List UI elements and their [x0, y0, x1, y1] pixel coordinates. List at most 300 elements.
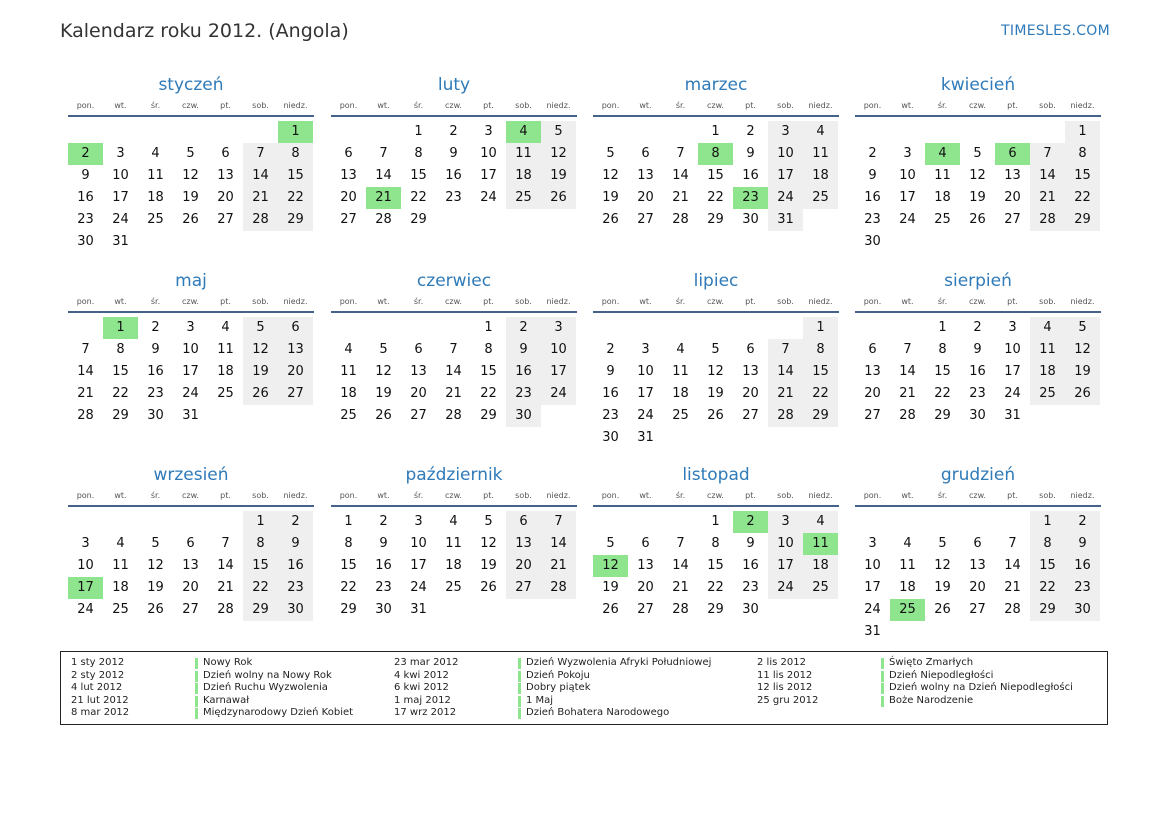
days-grid	[593, 121, 839, 231]
weekday-label: sob.	[252, 101, 269, 110]
day-cell: 10	[480, 146, 497, 161]
day-cell: 2	[746, 124, 755, 139]
day-cell: 13	[637, 558, 654, 573]
weekday-header	[593, 293, 839, 313]
month-luty	[331, 73, 577, 231]
day-cell: 3	[186, 320, 195, 335]
day-cell: 1	[484, 320, 493, 335]
weekday-label: śr.	[675, 101, 686, 110]
day-cell: 15	[112, 364, 129, 379]
day-cell: 17	[182, 364, 199, 379]
day-cell: 9	[81, 168, 90, 183]
day-cell: 15	[340, 558, 357, 573]
day-cell: 4	[803, 121, 838, 143]
day-cell: 8	[803, 339, 838, 361]
weekday-label: niedz.	[1070, 297, 1095, 306]
weekday-label: pon.	[863, 101, 882, 110]
day-cell: 24	[541, 383, 576, 405]
day-cell: 24	[768, 187, 803, 209]
day-cell: 28	[899, 408, 916, 423]
day-cell: 23	[602, 408, 619, 423]
day-cell: 4	[1030, 317, 1065, 339]
day-cell: 28	[445, 408, 462, 423]
day-cell: 22	[112, 386, 129, 401]
days-grid	[331, 511, 577, 621]
day-cell: 18	[217, 364, 234, 379]
day-cell: 29	[1030, 599, 1065, 621]
empty-cell	[925, 511, 960, 533]
day-cell: 20	[742, 386, 759, 401]
weekday-label: sob.	[1039, 297, 1056, 306]
day-cell: 29	[707, 602, 724, 617]
month-name: maj	[175, 271, 207, 291]
holiday-day-cell: 4	[506, 121, 541, 143]
day-cell: 27	[1004, 212, 1021, 227]
day-cell: 26	[602, 602, 619, 617]
day-cell: 28	[243, 209, 278, 231]
day-cell: 30	[969, 408, 986, 423]
day-cell: 9	[278, 533, 313, 555]
weekday-label: wt.	[114, 101, 127, 110]
day-cell: 23	[278, 577, 313, 599]
weekday-label: śr.	[150, 491, 161, 500]
empty-cell	[103, 121, 138, 143]
day-cell: 30	[742, 212, 759, 227]
day-cell: 15	[934, 364, 951, 379]
day-cell: 12	[934, 558, 951, 573]
day-cell: 3	[768, 121, 803, 143]
day-cell: 18	[112, 580, 129, 595]
day-cell: 28	[217, 602, 234, 617]
empty-cell	[855, 511, 890, 533]
weekday-label: niedz.	[1070, 101, 1095, 110]
weekday-header	[68, 97, 314, 117]
weekday-label: śr.	[675, 491, 686, 500]
holiday-name: Dobry piątek	[526, 682, 591, 693]
weekday-label: wt.	[901, 297, 914, 306]
day-cell: 23	[742, 580, 759, 595]
weekday-label: pon.	[601, 101, 620, 110]
day-cell: 26	[541, 187, 576, 209]
day-cell: 20	[506, 555, 541, 577]
holiday-date: 1 maj 2012	[394, 694, 451, 706]
empty-cell	[208, 511, 243, 533]
day-cell: 25	[445, 580, 462, 595]
day-cell: 23	[506, 383, 541, 405]
empty-cell	[960, 511, 995, 533]
day-cell: 7	[449, 342, 458, 357]
holiday-marker	[518, 708, 521, 719]
day-cell: 3	[903, 146, 912, 161]
holiday-marker	[195, 696, 198, 707]
day-cell: 2	[973, 320, 982, 335]
day-cell: 5	[711, 342, 720, 357]
day-cell: 6	[868, 342, 877, 357]
day-cell: 2	[868, 146, 877, 161]
day-cell: 7	[243, 143, 278, 165]
day-cell: 16	[147, 364, 164, 379]
empty-cell	[663, 121, 698, 143]
empty-cell	[768, 317, 803, 339]
day-cell: 28	[768, 405, 803, 427]
day-cell: 20	[637, 190, 654, 205]
day-cell: 9	[449, 146, 458, 161]
day-cell: 25	[1030, 383, 1065, 405]
weekday-label: czw.	[182, 491, 199, 500]
weekday-label: niedz.	[808, 491, 833, 500]
weekday-label: sob.	[777, 101, 794, 110]
day-cell: 11	[803, 143, 838, 165]
day-cell: 23	[445, 190, 462, 205]
day-cell: 16	[77, 190, 94, 205]
empty-cell	[243, 121, 278, 143]
day-cell: 28	[1004, 602, 1021, 617]
day-cell: 24	[637, 408, 654, 423]
day-cell: 14	[375, 168, 392, 183]
day-cell: 7	[541, 511, 576, 533]
day-cell: 5	[1065, 317, 1100, 339]
day-cell: 21	[899, 386, 916, 401]
day-cell: 3	[1008, 320, 1017, 335]
weekday-label: niedz.	[808, 297, 833, 306]
day-cell: 21	[1004, 580, 1021, 595]
month-kwiecień	[855, 73, 1101, 253]
weekday-label: pt.	[1007, 491, 1018, 500]
day-cell: 9	[506, 339, 541, 361]
day-cell: 30	[278, 599, 313, 621]
day-cell: 27	[182, 602, 199, 617]
day-cell: 3	[541, 317, 576, 339]
day-cell: 12	[541, 143, 576, 165]
holiday-day-cell: 6	[995, 143, 1030, 165]
weekday-label: pt.	[483, 297, 494, 306]
empty-cell	[663, 317, 698, 339]
day-cell: 12	[1065, 339, 1100, 361]
day-cell: 25	[147, 212, 164, 227]
day-cell: 3	[414, 514, 423, 529]
empty-cell	[890, 511, 925, 533]
day-cell: 22	[1030, 577, 1065, 599]
empty-cell	[663, 511, 698, 533]
holiday-day-cell: 23	[733, 187, 768, 209]
weekday-label: sob.	[515, 491, 532, 500]
weekday-label: sob.	[777, 297, 794, 306]
holiday-marker	[881, 696, 884, 707]
month-październik	[331, 463, 577, 621]
empty-cell	[995, 511, 1030, 533]
day-cell: 18	[803, 165, 838, 187]
weekday-label: śr.	[413, 297, 424, 306]
day-cell: 11	[147, 168, 164, 183]
day-cell: 18	[803, 555, 838, 577]
day-cell: 8	[1065, 143, 1100, 165]
holiday-date: 17 wrz 2012	[394, 707, 457, 718]
day-cell: 14	[77, 364, 94, 379]
day-cell: 29	[112, 408, 129, 423]
day-cell: 11	[217, 342, 234, 357]
empty-cell	[593, 121, 628, 143]
month-marzec	[593, 73, 839, 231]
day-cell: 4	[151, 146, 160, 161]
weekday-header	[855, 293, 1101, 313]
day-cell: 27	[506, 577, 541, 599]
day-cell: 5	[151, 536, 160, 551]
day-cell: 4	[449, 514, 458, 529]
holiday-marker	[518, 658, 521, 669]
day-cell: 27	[217, 212, 234, 227]
holiday-date: 1 sty 2012	[71, 657, 125, 668]
day-cell: 29	[410, 212, 427, 227]
holiday-date: 6 kwi 2012	[394, 682, 449, 693]
weekday-label: pon.	[601, 491, 620, 500]
weekday-label: pon.	[76, 297, 95, 306]
day-cell: 9	[1065, 533, 1100, 555]
day-cell: 30	[77, 234, 94, 249]
day-cell: 16	[278, 555, 313, 577]
site-brand-link[interactable]: TIMESLES.COM	[1001, 23, 1110, 39]
day-cell: 3	[768, 511, 803, 533]
day-cell: 20	[410, 386, 427, 401]
day-cell: 29	[480, 408, 497, 423]
weekday-label: czw.	[182, 101, 199, 110]
day-cell: 8	[484, 342, 493, 357]
day-cell: 16	[375, 558, 392, 573]
day-cell: 2	[151, 320, 160, 335]
day-cell: 20	[278, 361, 313, 383]
day-cell: 26	[1065, 383, 1100, 405]
month-sierpień	[855, 269, 1101, 427]
day-cell: 26	[480, 580, 497, 595]
day-cell: 23	[147, 386, 164, 401]
day-cell: 6	[186, 536, 195, 551]
weekday-label: niedz.	[283, 101, 308, 110]
weekday-label: pt.	[483, 101, 494, 110]
weekday-label: wt.	[377, 101, 390, 110]
empty-cell	[68, 121, 103, 143]
month-name: listopad	[682, 465, 750, 485]
weekday-label: wt.	[901, 491, 914, 500]
weekday-header	[331, 293, 577, 313]
empty-cell	[698, 317, 733, 339]
day-cell: 24	[480, 190, 497, 205]
day-cell: 21	[541, 555, 576, 577]
day-cell: 18	[147, 190, 164, 205]
weekday-label: niedz.	[283, 491, 308, 500]
holiday-name: Dzień Niepodległości	[889, 669, 994, 681]
day-cell: 4	[903, 536, 912, 551]
holiday-name: Dzień wolny na Dzień Niepodległości	[889, 682, 1073, 693]
empty-cell	[628, 121, 663, 143]
day-cell: 27	[637, 602, 654, 617]
day-cell: 30	[602, 430, 619, 445]
days-grid	[855, 121, 1101, 253]
weekday-label: niedz.	[546, 101, 571, 110]
day-cell: 14	[217, 558, 234, 573]
month-name: styczeń	[158, 75, 224, 95]
day-cell: 7	[768, 339, 803, 361]
day-cell: 6	[221, 146, 230, 161]
month-name: grudzień	[940, 465, 1016, 485]
empty-cell	[173, 511, 208, 533]
day-cell: 11	[1030, 339, 1065, 361]
page-title: Kalendarz roku 2012. (Angola)	[60, 20, 349, 42]
month-name: lipiec	[693, 271, 739, 291]
holiday-day-cell: 12	[593, 555, 628, 577]
day-cell: 25	[112, 602, 129, 617]
holiday-date: 4 lut 2012	[71, 682, 123, 693]
day-cell: 5	[379, 342, 388, 357]
day-cell: 7	[903, 342, 912, 357]
day-cell: 26	[969, 212, 986, 227]
days-grid	[855, 511, 1101, 643]
holiday-date: 25 gru 2012	[757, 694, 819, 706]
day-cell: 16	[602, 386, 619, 401]
weekday-label: sob.	[515, 101, 532, 110]
day-cell: 19	[969, 190, 986, 205]
day-cell: 24	[864, 602, 881, 617]
day-cell: 20	[340, 190, 357, 205]
day-cell: 20	[1004, 190, 1021, 205]
holiday-day-cell: 1	[278, 121, 313, 143]
empty-cell	[436, 317, 471, 339]
month-name: kwiecień	[940, 75, 1016, 95]
day-cell: 23	[864, 212, 881, 227]
holiday-marker	[518, 683, 521, 694]
holiday-name: Karnawał	[203, 694, 250, 706]
day-cell: 4	[221, 320, 230, 335]
empty-cell	[733, 317, 768, 339]
day-cell: 11	[445, 536, 462, 551]
day-cell: 9	[151, 342, 160, 357]
weekday-label: pt.	[745, 297, 756, 306]
day-cell: 1	[414, 124, 423, 139]
day-cell: 19	[602, 580, 619, 595]
day-cell: 25	[672, 408, 689, 423]
day-cell: 29	[803, 405, 838, 427]
day-cell: 31	[864, 624, 881, 639]
day-cell: 30	[1065, 599, 1100, 621]
holiday-day-cell: 17	[68, 577, 103, 599]
weekday-label: sob.	[1039, 491, 1056, 500]
day-cell: 8	[278, 143, 313, 165]
day-cell: 21	[672, 580, 689, 595]
day-cell: 26	[182, 212, 199, 227]
day-cell: 24	[768, 577, 803, 599]
day-cell: 11	[672, 364, 689, 379]
empty-cell	[366, 121, 401, 143]
day-cell: 9	[379, 536, 388, 551]
holiday-marker	[881, 683, 884, 694]
day-cell: 21	[672, 190, 689, 205]
day-cell: 3	[81, 536, 90, 551]
day-cell: 17	[768, 555, 803, 577]
weekday-label: pt.	[483, 491, 494, 500]
day-cell: 25	[217, 386, 234, 401]
day-cell: 2	[278, 511, 313, 533]
weekday-label: śr.	[150, 101, 161, 110]
day-cell: 5	[484, 514, 493, 529]
day-cell: 21	[77, 386, 94, 401]
day-cell: 10	[637, 364, 654, 379]
day-cell: 20	[217, 190, 234, 205]
day-cell: 28	[77, 408, 94, 423]
day-cell: 4	[344, 342, 353, 357]
day-cell: 27	[410, 408, 427, 423]
weekday-header	[593, 97, 839, 117]
holiday-marker	[195, 671, 198, 682]
weekday-label: pt.	[745, 101, 756, 110]
empty-cell	[331, 121, 366, 143]
days-grid	[68, 317, 314, 427]
day-cell: 6	[641, 536, 650, 551]
day-cell: 18	[506, 165, 541, 187]
day-cell: 29	[340, 602, 357, 617]
day-cell: 4	[803, 511, 838, 533]
day-cell: 1	[1065, 121, 1100, 143]
weekday-label: sob.	[777, 491, 794, 500]
weekday-label: czw.	[707, 101, 724, 110]
day-cell: 26	[602, 212, 619, 227]
day-cell: 24	[410, 580, 427, 595]
weekday-label: czw.	[969, 491, 986, 500]
day-cell: 10	[768, 533, 803, 555]
day-cell: 13	[969, 558, 986, 573]
day-cell: 28	[672, 212, 689, 227]
weekday-label: pon.	[76, 491, 95, 500]
empty-cell	[593, 317, 628, 339]
day-cell: 15	[1065, 165, 1100, 187]
day-cell: 24	[182, 386, 199, 401]
day-cell: 3	[641, 342, 650, 357]
day-cell: 17	[864, 580, 881, 595]
day-cell: 22	[340, 580, 357, 595]
day-cell: 15	[410, 168, 427, 183]
day-cell: 5	[243, 317, 278, 339]
weekday-label: niedz.	[1070, 491, 1095, 500]
day-cell: 19	[243, 361, 278, 383]
weekday-label: śr.	[675, 297, 686, 306]
weekday-label: sob.	[252, 491, 269, 500]
holiday-name: Dzień Wyzwolenia Afryki Południowej	[526, 657, 712, 668]
day-cell: 27	[340, 212, 357, 227]
day-cell: 16	[1065, 555, 1100, 577]
weekday-header	[331, 487, 577, 507]
holiday-name: Nowy Rok	[203, 657, 253, 668]
day-cell: 31	[768, 209, 803, 231]
day-cell: 16	[864, 190, 881, 205]
day-cell: 2	[449, 124, 458, 139]
holiday-marker	[195, 683, 198, 694]
day-cell: 27	[278, 383, 313, 405]
holiday-marker	[881, 671, 884, 682]
holiday-day-cell: 4	[925, 143, 960, 165]
day-cell: 21	[445, 386, 462, 401]
day-cell: 19	[602, 190, 619, 205]
day-cell: 29	[934, 408, 951, 423]
day-cell: 28	[541, 577, 576, 599]
day-cell: 17	[112, 190, 129, 205]
day-cell: 30	[742, 602, 759, 617]
day-cell: 16	[742, 168, 759, 183]
day-cell: 8	[414, 146, 423, 161]
day-cell: 20	[637, 580, 654, 595]
day-cell: 1	[1030, 511, 1065, 533]
weekday-label: śr.	[937, 491, 948, 500]
day-cell: 28	[1030, 209, 1065, 231]
day-cell: 24	[899, 212, 916, 227]
holiday-date: 12 lis 2012	[757, 682, 813, 693]
holiday-marker	[195, 708, 198, 719]
